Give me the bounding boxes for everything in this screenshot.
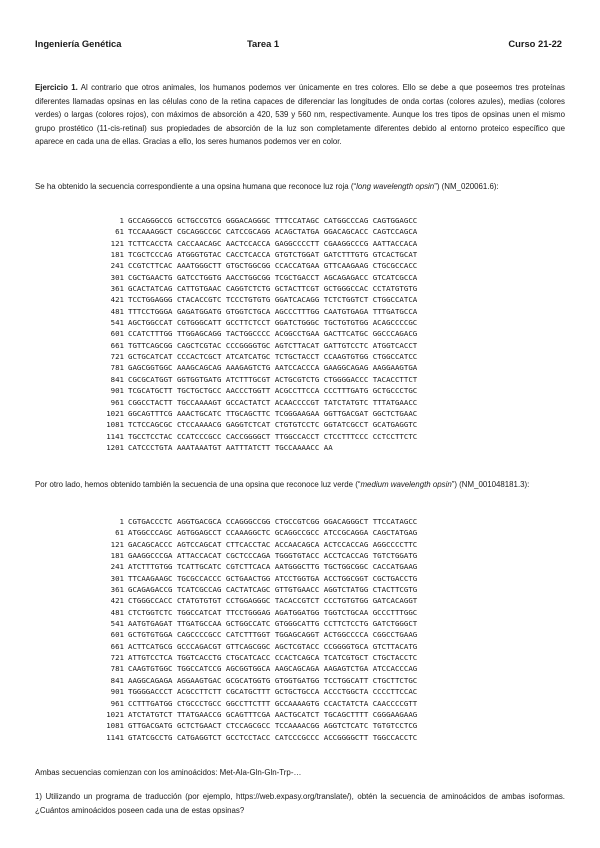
sequence-bases: TGCCTCCTAC CCATCCCGCC CACCGGGGCT TTGGCCACCT CTCCTTTCCC CCTCCTTCTC	[128, 431, 418, 441]
sequence-row	[96, 652, 417, 663]
sequence-bases: CTCTGGTCTC TGGCCATCAT TTCCTGGGAG AGATGGATGG TGGTCTGCAA GCCCTTTGGC	[128, 607, 418, 617]
sequence-position: 541	[110, 318, 124, 328]
sequence-bases: CCATCTTTGG TTGGAGCAGG TACTGGCCCC ACGGCCTGAA GACTTCATGC GGCCCAGACG	[128, 329, 418, 339]
sequence-position: 301	[110, 573, 124, 583]
sequence-position: 661	[110, 641, 124, 651]
sequence-position: 661	[110, 340, 124, 350]
sequence-position: 361	[110, 585, 124, 595]
red-opsin-name: long wavelength opsin	[356, 182, 435, 191]
sequence-row	[96, 539, 417, 550]
sequence-bases: GGCAGTTTCG AAACTGCATC TTGCAGCTTC TCGGGAAGAA GGTTGACGAT GGCTCTGAAC	[128, 408, 418, 418]
sequence-row	[96, 516, 417, 527]
green-opsin-pre: Por otro lado, hemos obtenido también la secuencia de una opsina que reconoce luz verde (“	[35, 480, 361, 489]
sequence-position: 181	[110, 551, 124, 561]
sequence-bases: CGCTGAACTG GATCCTGGTG AACCTGGCGG TCGCTGACCT AGCAGAGACC GTCATCGCCA	[128, 272, 418, 282]
sequence-position: 1201	[106, 442, 124, 452]
sequence-row	[96, 573, 417, 584]
green-opsin-paragraph	[35, 478, 565, 492]
sequence-bases: ACTTCATGCG GCCCAGACGT GTTCAGCGGC AGCTCGTACC CCGGGGTGCA GTCTTACATG	[128, 641, 418, 651]
sequence-position: 61	[115, 227, 124, 237]
sequence-bases: TCCAAAGGCT CGCAGGCCGC CATCCGCAGG ACAGCTATGA GGACAGCACC CAGTCCAGCA	[128, 227, 418, 237]
sequence-row	[96, 397, 417, 408]
sequence-bases: CATCCCTGTA AAATAAATGT AATTTATCTT TGCCAAAACC AA	[128, 442, 333, 452]
sequence-row	[96, 720, 417, 731]
sequence-bases: TTTCCTGGGA GAGATGGATG GTGGTCTGCA AGCCCTTTGG CAATGTGAGA TTTGATGCCA	[128, 306, 418, 316]
sequence-position: 721	[110, 653, 124, 663]
sequence-row	[96, 351, 417, 362]
sequence-bases: GCCAGGGCCG GCTGCCGTCG GGGACAGGGC TTTCCATAGC CATGGCCCAG CAGTGGAGCC	[128, 216, 418, 225]
sequence-bases: TCGCTCCCAG ATGGGTGTAC CACCTCACCA GTGTCTGGAT GATCTTTGTG GTCACTGCAT	[128, 250, 418, 260]
sequence-position: 541	[110, 619, 124, 629]
sequence-row	[96, 698, 417, 709]
sequence-bases: GTTGACGATG GCTCTGAACT CTCCAGCGCC TCCAAAACGG AGGTCTCATC TGTGTCCTCG	[128, 721, 418, 731]
sequence-position: 781	[110, 363, 124, 373]
sequence-position: 841	[110, 374, 124, 384]
sequence-bases: TCTTCACCTA CACCAACAGC AACTCCACCA GAGGCCCCTT CGAAGGCCCG AATTACCACA	[128, 238, 418, 248]
sequence-row	[96, 584, 417, 595]
sequence-bases: TCCTGGAGGG CTACACCGTC TCCCTGTGTG GGATCACAGG TCTCTGGTCT CTGGCCATCA	[128, 295, 418, 305]
sequence-row	[96, 226, 417, 237]
sequence-bases: CGCGCATGGT GGTGGTGATG ATCTTTGCGT ACTGCGTCTG CTGGGGACCC TACACCTTCT	[128, 374, 418, 384]
sequence-row	[96, 238, 417, 249]
sequence-position: 601	[110, 630, 124, 640]
sequence-position: 1141	[106, 732, 124, 742]
sequence-row	[96, 561, 417, 572]
sequence-row	[96, 294, 417, 305]
sequence-row	[96, 550, 417, 561]
sequence-position: 601	[110, 329, 124, 339]
sequence-position: 1081	[106, 420, 124, 430]
sequence-position: 961	[110, 698, 124, 708]
sequence-row	[96, 442, 417, 453]
header-assignment: Tarea 1	[247, 38, 280, 49]
sequence-bases: TGTTCAGCGG CAGCTCGTAC CCCGGGGTGC AGTCTTACAT GATTGTCCTC ATGGTCACCT	[128, 340, 418, 350]
sequence-position: 1	[119, 517, 124, 526]
sequence-bases: CCTTTGATGG CTGCCCTGCC GGCCTTCTTT GCCAAAAGTG CCACTATCTA CAACCCCGTT	[128, 698, 418, 708]
red-opsin-pre: Se ha obtenido la secuencia correspondiente a una opsina humana que reconoce luz roja (“	[35, 182, 357, 191]
sequence-position: 1141	[106, 431, 124, 441]
sequence-bases: TCGCATGCTT TGCTGCTGCC AACCCTGGTT ACGCCTTCCA CCCTTTGATG GCTGCCCTGC	[128, 386, 418, 396]
sequence-bases: AGCTGGCCAT CGTGGGCATT GCCTTCTCCT GGATCTGGGC TGCTGTGTGG ACAGCCCCGC	[128, 318, 418, 328]
sequence-bases: ATCTTTGTGG TCATTGCATC CGTCTTCACA AATGGGCTTG TGCTGGCGGC CACCATGAAG	[128, 562, 418, 572]
sequence-row	[96, 408, 417, 419]
sequence-position: 961	[110, 397, 124, 407]
exercise-label: Ejercicio 1.	[35, 83, 78, 92]
sequence-row	[96, 362, 417, 373]
exercise-intro	[35, 81, 565, 149]
sequence-position: 361	[110, 284, 124, 294]
sequence-position: 841	[110, 675, 124, 685]
sequence-row	[96, 607, 417, 618]
sequence-bases: CCGTCTTCAC AAATGGGCTT GTGCTGGCGG CCACCATGAA GTTCAAGAAG CTGCGCCACC	[128, 261, 418, 271]
sequence-row	[96, 374, 417, 385]
sequence-bases: TGGGGACCCT ACGCCTTCTT CGCATGCTTT GCTGCTGCCA ACCCTGGCTA CCCCTTCCAC	[128, 687, 418, 697]
amino-acid-start-note: Ambas secuencias comienzan con los aminoácidos: Met-Ala-Gln-Gln-Trp-…	[35, 768, 302, 777]
page-header	[35, 38, 562, 52]
sequence-bases: GCTGCATCAT CCCACTCGCT ATCATCATGC TCTGCTACCT CCAAGTGTGG CTGGCCATCC	[128, 352, 418, 362]
sequence-bases: GACAGCACCC AGTCCAGCAT CTTCACCTAC ACCAACAGCA ACTCCACCAG AGGCCCCTTC	[128, 539, 418, 549]
sequence-row	[96, 709, 417, 720]
red-opsin-post: ”) (NM_020061.6):	[434, 182, 499, 191]
green-opsin-name: medium wavelength opsin	[360, 480, 452, 489]
sequence-row	[96, 732, 417, 743]
sequence-bases: TCTCCAGCGC CTCCAAAACG GAGGTCTCAT CTGTGTCCTC GGTATCGCCT GCATGAGGTC	[128, 420, 418, 430]
sequence-position: 901	[110, 386, 124, 396]
sequence-row	[96, 272, 417, 283]
sequence-position: 121	[110, 238, 124, 248]
sequence-position: 421	[110, 596, 124, 606]
sequence-row	[96, 641, 417, 652]
green-opsin-sequence	[96, 516, 417, 743]
sequence-bases: GCAGAGACCG TCATCGCCAG CACTATCAGC GTTGTGAACC AGGTCTATGG CTACTTCGTG	[128, 585, 418, 595]
sequence-position: 61	[115, 528, 124, 538]
sequence-position: 721	[110, 352, 124, 362]
sequence-bases: ATTGTCCTCA TGGTCACCTG CTGCATCACC CCACTCAGCA TCATCGTGCT CTGCTACCTC	[128, 653, 418, 663]
sequence-position: 241	[110, 261, 124, 271]
sequence-row	[96, 595, 417, 606]
sequence-bases: CTGGGCCACC CTATGTGTGT CCTGGAGGGC TACACCGTCT CCCTGTGTGG GATCACAGGT	[128, 596, 418, 606]
sequence-row	[96, 675, 417, 686]
sequence-bases: ATCTATGTCT TTATGAACCG GCAGTTTCGA AACTGCATCT TGCAGCTTTT CGGGAAGAAG	[128, 709, 418, 719]
header-year: Curso 21-22	[508, 38, 562, 49]
sequence-row	[96, 215, 417, 226]
sequence-position: 1021	[106, 709, 124, 719]
sequence-bases: CGGCCTACTT TGCCAAAAGT GCCACTATCT ACAACCCCGT TATCTATGTC TTTATGAACC	[128, 397, 418, 407]
sequence-bases: GCTGTGTGGA CAGCCCCGCC CATCTTTGGT TGGAGCAGGT ACTGGCCCCA CGGCCTGAAG	[128, 630, 418, 640]
sequence-position: 481	[110, 607, 124, 617]
sequence-bases: CAAGTGTGGC TGGCCATCCG AGCGGTGGCA AAGCAGCAGA AAGAGTCTGA ATCCACCCAG	[128, 664, 418, 674]
sequence-row	[96, 431, 417, 442]
sequence-position: 1081	[106, 721, 124, 731]
sequence-bases: ATGGCCCAGC AGTGGAGCCT CCAAAGGCTC GCAGGCCGCC ATCCGCAGGA CAGCTATGAG	[128, 528, 418, 538]
sequence-row	[96, 260, 417, 271]
header-course-name: Ingeniería Genética	[35, 38, 122, 49]
sequence-position: 301	[110, 272, 124, 282]
exercise-intro-text: Al contrario que otros animales, los humanos podemos ver únicamente en tres colores. Ello se debe a que poseemos tres proteínas diferentes llamadas opsinas en las células cono de la retina capaces de diferenciar las longitudes de onda cortas (colores azules), medias (colores verdes) o largas (colores rojos), con máximos de absorción a 420, 539 y 560 nm, respectivamente. Aunque los tres tipos de opsinas unen el mismo grupo prostético (11-cis-retinal) sus propiedades de absorción de la luz son completamente diferentes debido al entorno proteico específico que aparece en cada una de ellas. Gracias a ello, los seres humanos podemos ver en color.	[35, 83, 565, 147]
sequence-bases: GCACTATCAG CATTGTGAAC CAGGTCTCTG GCTACTTCGT GCTGGGCCAC CCTATGTGTG	[128, 284, 418, 294]
question-1: 1) Utilizando un programa de traducción (por ejemplo, https://web.expasy.org/translate/), obtén la secuencia de aminoácidos de ambas isoformas. ¿Cuántos aminoácidos poseen cada una de estas opsinas?	[35, 792, 565, 815]
sequence-bases: TTCAAGAAGC TGCGCCACCC GCTGAACTGG ATCCTGGTGA ACCTGGCGGT CGCTGACCTG	[128, 573, 418, 583]
sequence-bases: GAGCGGTGGC AAAGCAGCAG AAAGAGTCTG AATCCACCCA GAAGGCAGAG AAGGAAGTGA	[128, 363, 418, 373]
sequence-row	[96, 618, 417, 629]
sequence-bases: CGTGACCCTC AGGTGACGCA CCAGGGCCGG CTGCCGTCGG GGACAGGGCT TTCCATAGCC	[128, 517, 418, 526]
sequence-bases: AAGGCAGAGA AGGAAGTGAC GCGCATGGTG GTGGTGATGG TCCTGGCATT CTGCTTCTGC	[128, 675, 418, 685]
sequence-row	[96, 317, 417, 328]
sequence-row	[96, 385, 417, 396]
sequence-row	[96, 340, 417, 351]
sequence-position: 781	[110, 664, 124, 674]
green-opsin-post: ”) (NM_001048181.3):	[451, 480, 530, 489]
sequence-row	[96, 663, 417, 674]
red-opsin-paragraph	[35, 180, 565, 194]
sequence-row	[96, 283, 417, 294]
sequence-position: 121	[110, 539, 124, 549]
sequence-bases: AATGTGAGAT TTGATGCCAA GCTGGCCATC GTGGGCATTG CCTTCTCCTG GATCTGGGCT	[128, 619, 418, 629]
sequence-row	[96, 686, 417, 697]
sequence-position: 1	[119, 216, 124, 225]
sequence-bases: GTATCGCCTG CATGAGGTCT GCCTCCTACC CATCCCGCCC ACCGGGGCTT TGGCCACCTC	[128, 732, 418, 742]
sequence-row	[96, 249, 417, 260]
sequence-position: 421	[110, 295, 124, 305]
sequence-bases: GAAGGCCCGA ATTACCACAT CGCTCCCAGA TGGGTGTACC ACCTCACCAG TGTCTGGATG	[128, 551, 418, 561]
sequence-position: 241	[110, 562, 124, 572]
sequence-position: 901	[110, 687, 124, 697]
sequence-row	[96, 527, 417, 538]
sequence-row	[96, 629, 417, 640]
sequence-position: 481	[110, 306, 124, 316]
sequence-row	[96, 419, 417, 430]
sequence-row	[96, 328, 417, 339]
sequence-row	[96, 306, 417, 317]
red-opsin-sequence	[96, 215, 417, 453]
sequence-position: 181	[110, 250, 124, 260]
sequence-position: 1021	[106, 408, 124, 418]
